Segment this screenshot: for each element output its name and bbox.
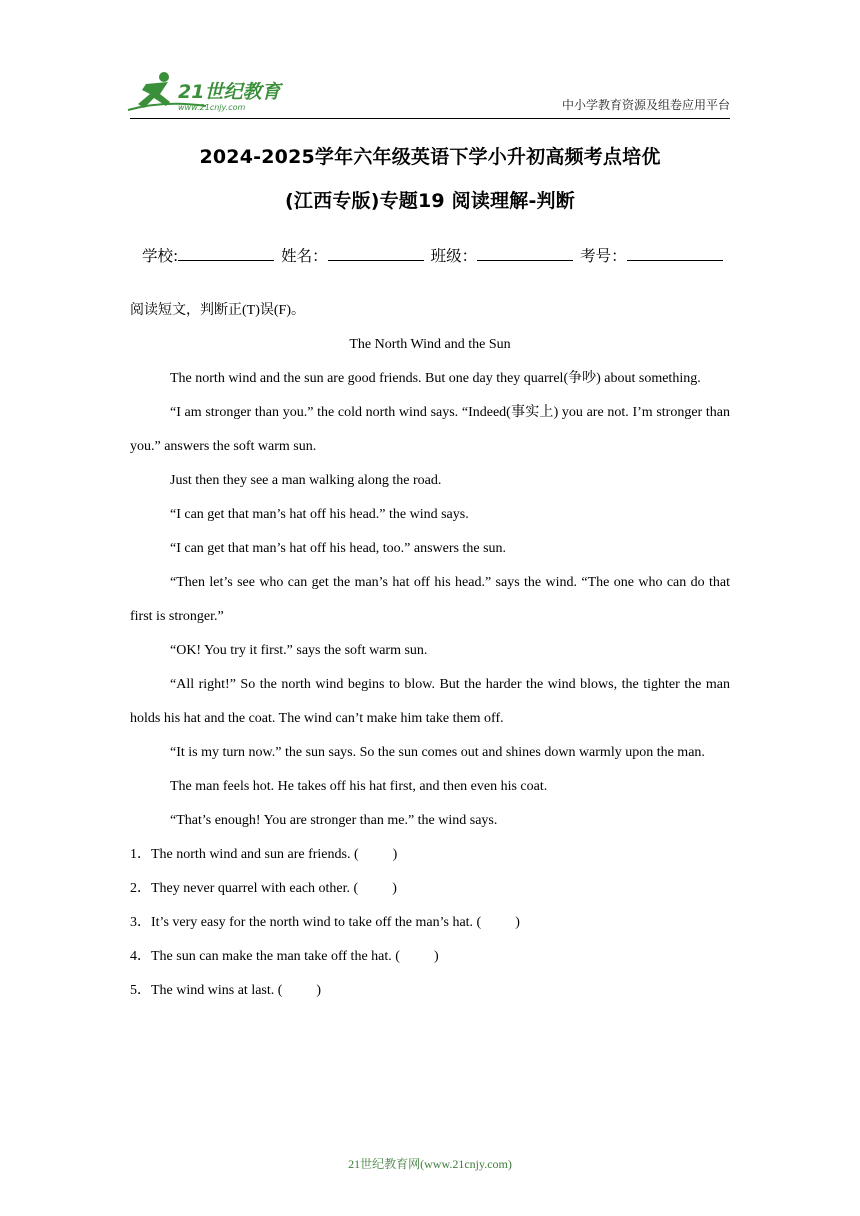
school-blank[interactable] [178,247,274,261]
question-item [130,872,730,906]
question-item [130,940,730,974]
name-label: 姓名： [281,247,328,265]
class-blank[interactable] [477,247,573,261]
story-paragraph: “All right!” So the north wind begins to blow. But the harder the wind blows, the tighter the man holds his hat and the coat. The wind can’t make him take them off. [130,677,730,726]
story-paragraph: “That’s enough! You are stronger than me.” the wind says. [170,813,498,828]
question-item [130,974,730,1008]
header-divider [130,118,730,119]
question-close: ) [392,847,398,862]
question-number: 1． [130,847,151,862]
question-text: The wind wins at last. ( [151,983,283,998]
question-close: ) [392,881,397,896]
question-text: It’s very easy for the north wind to take off the man’s hat. ( [151,915,482,930]
question-number: 3． [130,915,151,930]
reading-section [130,294,730,1008]
question-item [130,906,730,940]
question-item [130,838,730,872]
story-paragraph: “It is my turn now.” the sun says. So the sun comes out and shines down warmly upon the man. [170,745,705,760]
class-label: 班级： [430,247,478,265]
school-label: 学校: [142,247,179,265]
question-close: ) [433,949,439,964]
question-text: The north wind and sun are friends. ( [151,847,359,862]
story-paragraph: “I can get that man’s hat off his head, too.” answers the sun. [170,541,507,556]
question-close: ) [316,983,322,998]
story-paragraph: “Then let’s see who can get the man’s hat off his head.” says the wind. “The one who can do that first is stronger.” [130,575,730,624]
question-number: 2． [130,881,151,896]
page-title-line2: (江西专版)专题19 阅读理解-判断 [285,190,575,212]
question-close: ) [515,915,520,930]
page-title-line1: 2024-2025学年六年级英语下学小升初高频考点培优 [199,146,661,168]
story-paragraph: “I can get that man’s hat off his head.” the wind says. [170,507,469,522]
footer[interactable]: 21世纪教育网(www.21cnjy.com) [348,1157,512,1171]
question-text: They never quarrel with each other. ( [151,881,359,896]
name-blank[interactable] [328,247,424,261]
story-title: The North Wind and the Sun [349,337,511,352]
logo-url: www.21cnjy.com [178,103,246,112]
question-number: 5． [130,983,151,998]
instruction: 阅读短文，判断正(T)误(F)。 [130,303,305,318]
exam-number-blank[interactable] [627,247,723,261]
story-paragraph: “I am stronger than you.” the cold north wind says. “Indeed(事实上) you are not. I’m stronger than you.” answers the soft warm sun. [130,405,730,454]
student-info-row [142,244,725,266]
story-paragraph: “OK! You try it first.” says the soft warm sun. [170,643,428,658]
logo [124,70,294,114]
question-number: 4． [130,949,151,964]
story-paragraph: Just then they see a man walking along the road. [170,473,442,488]
story-paragraph: The man feels hot. He takes off his hat first, and then even his coat. [170,779,548,794]
question-text: The sun can make the man take off the hat. ( [151,949,400,964]
exam-number-label: 考号： [580,247,627,265]
logo-text: 21世纪教育 [178,81,281,103]
story-paragraph: The north wind and the sun are good friends. But one day they quarrel(争吵) about something. [170,371,701,386]
platform-label: 中小学教育资源及组卷应用平台 [561,98,730,112]
